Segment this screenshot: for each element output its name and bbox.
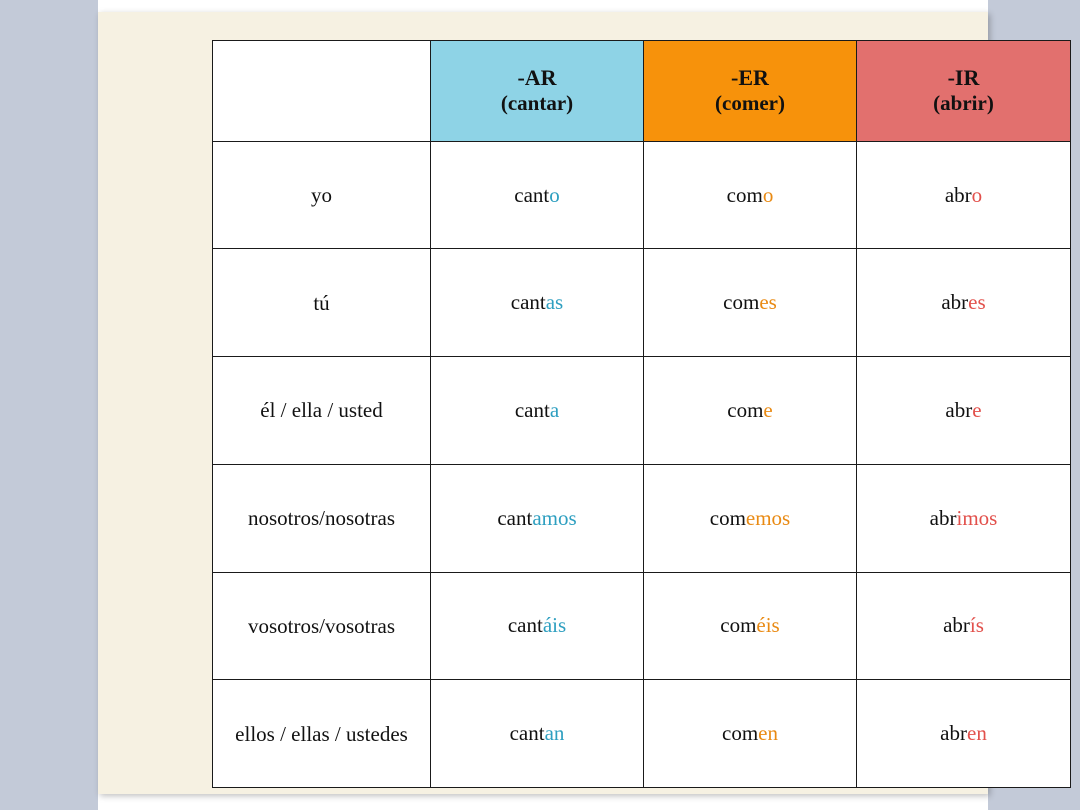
- verb-stem: cant: [514, 182, 550, 207]
- verb-ending: e: [763, 397, 773, 422]
- verb-stem: abr: [943, 613, 970, 638]
- verb-stem: com: [723, 290, 760, 315]
- verb-form-er: [644, 464, 857, 572]
- verb-form-ir: [857, 141, 1071, 249]
- header-cell-er: [644, 41, 857, 142]
- verb-ending: amos: [532, 505, 577, 530]
- header-ar-title: -AR: [517, 64, 557, 90]
- header-ar-subtitle: (cantar): [500, 91, 574, 116]
- verb-form-ar: [431, 464, 644, 572]
- verb-form-ir: [857, 680, 1071, 788]
- pronoun-cell: yo: [213, 141, 431, 249]
- verb-form-er: [644, 572, 857, 680]
- verb-ending: es: [968, 290, 986, 315]
- verb-ending: o: [549, 182, 560, 207]
- slide-frame: [98, 12, 998, 794]
- verb-ending: en: [758, 721, 778, 746]
- verb-form-er: [644, 680, 857, 788]
- verb-form-ir: [857, 572, 1071, 680]
- table-row: [213, 464, 1071, 572]
- verb-form-ar: [431, 357, 644, 465]
- verb-stem: cant: [497, 505, 533, 530]
- verb-form-er: [644, 357, 857, 465]
- verb-form-ar: [431, 141, 644, 249]
- table-row: [213, 141, 1071, 249]
- background-left-band: [0, 0, 98, 810]
- verb-stem: cant: [507, 613, 543, 638]
- verb-stem: abr: [941, 290, 969, 315]
- verb-ending: an: [544, 721, 565, 746]
- verb-ending: éis: [756, 613, 780, 638]
- table-row: [213, 572, 1071, 680]
- pronoun-cell: ellos / ellas / ustedes: [213, 680, 431, 788]
- verb-stem: cant: [509, 721, 545, 746]
- verb-form-ir: [857, 464, 1071, 572]
- pronoun-cell: tú: [213, 249, 431, 357]
- header-cell-ir: [857, 41, 1071, 142]
- verb-ending: ís: [969, 613, 984, 638]
- verb-stem: abr: [929, 505, 957, 530]
- verb-stem: abr: [944, 182, 972, 207]
- table-row: [213, 249, 1071, 357]
- table-row: [213, 680, 1071, 788]
- verb-stem: com: [727, 397, 764, 422]
- verb-ending: o: [971, 182, 983, 207]
- verb-ending: áis: [542, 613, 567, 638]
- verb-ending: es: [759, 290, 777, 315]
- conjugation-table-container: [212, 40, 1070, 788]
- verb-form-er: [644, 249, 857, 357]
- pronoun-cell: él / ella / usted: [213, 357, 431, 465]
- verb-stem: com: [720, 613, 757, 638]
- verb-stem: cant: [510, 290, 546, 315]
- verb-ending: a: [549, 397, 560, 422]
- verb-form-ir: [857, 357, 1071, 465]
- header-cell-blank: [213, 41, 431, 142]
- header-er-subtitle: (comer): [715, 91, 785, 116]
- verb-stem: abr: [940, 721, 967, 746]
- verb-ending: e: [972, 397, 982, 422]
- verb-ending: emos: [745, 505, 791, 530]
- verb-ending: as: [545, 290, 564, 315]
- verb-stem: com: [709, 505, 746, 530]
- verb-form-ir: [857, 249, 1071, 357]
- verb-stem: cant: [514, 397, 550, 422]
- verb-form-ar: [431, 680, 644, 788]
- pronoun-cell: nosotros/nosotras: [213, 464, 431, 572]
- header-ir-title: -IR: [947, 64, 980, 90]
- verb-stem: abr: [945, 397, 973, 422]
- verb-ending: en: [967, 721, 987, 746]
- verb-form-ar: [431, 249, 644, 357]
- verb-form-ar: [431, 572, 644, 680]
- pronoun-cell: vosotros/vosotras: [213, 572, 431, 680]
- table-row: [213, 357, 1071, 465]
- verb-ending: o: [762, 182, 774, 207]
- table-header-row: [213, 41, 1071, 142]
- verb-ending: imos: [956, 505, 998, 530]
- header-cell-ar: [431, 41, 644, 142]
- verb-stem: com: [722, 721, 759, 746]
- verb-stem: com: [726, 182, 763, 207]
- conjugation-table: [212, 40, 1071, 788]
- header-er-title: -ER: [731, 64, 769, 90]
- verb-form-er: [644, 141, 857, 249]
- header-ir-subtitle: (abrir): [933, 91, 994, 116]
